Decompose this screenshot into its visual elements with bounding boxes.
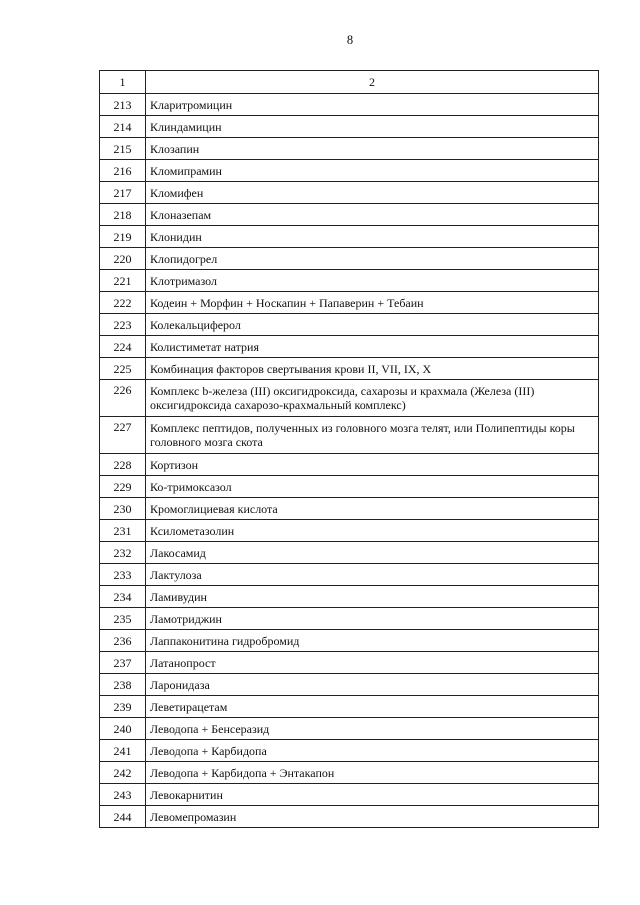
drug-name: Лактулоза	[146, 564, 599, 586]
table-row	[100, 94, 599, 116]
drug-name: Комплекс b-железа (III) оксигидроксида, сахарозы и крахмала (Железа (III) оксигидроксида сахарозо-крахмальный комплекс)	[146, 380, 599, 417]
drug-name: Ксилометазолин	[146, 520, 599, 542]
table-row	[100, 417, 599, 454]
drug-name: Левокарнитин	[146, 784, 599, 806]
row-number: 227	[100, 417, 146, 454]
table-row	[100, 358, 599, 380]
table-row	[100, 762, 599, 784]
drug-name: Комплекс пептидов, полученных из головного мозга телят, или Полипептиды коры головного мозга скота	[146, 417, 599, 454]
drug-name: Клотримазол	[146, 270, 599, 292]
table-row	[100, 674, 599, 696]
row-number: 233	[100, 564, 146, 586]
drug-name: Лакосамид	[146, 542, 599, 564]
row-number: 244	[100, 806, 146, 828]
drug-name: Ко-тримоксазол	[146, 476, 599, 498]
table-row	[100, 182, 599, 204]
row-number: 239	[100, 696, 146, 718]
row-number: 243	[100, 784, 146, 806]
header-col-2: 2	[146, 71, 599, 94]
row-number: 236	[100, 630, 146, 652]
table-body	[100, 71, 599, 828]
drug-name: Ларонидаза	[146, 674, 599, 696]
row-number: 214	[100, 116, 146, 138]
row-number: 217	[100, 182, 146, 204]
row-number: 213	[100, 94, 146, 116]
row-number: 221	[100, 270, 146, 292]
row-number: 219	[100, 226, 146, 248]
table-row	[100, 204, 599, 226]
drug-name: Кортизон	[146, 454, 599, 476]
row-number: 232	[100, 542, 146, 564]
drug-name: Кломифен	[146, 182, 599, 204]
row-number: 222	[100, 292, 146, 314]
drug-name: Клопидогрел	[146, 248, 599, 270]
table-row	[100, 696, 599, 718]
table-header-row	[100, 71, 599, 94]
row-number: 216	[100, 160, 146, 182]
row-number: 215	[100, 138, 146, 160]
drug-name: Колекальциферол	[146, 314, 599, 336]
table-row	[100, 542, 599, 564]
row-number: 240	[100, 718, 146, 740]
drug-name: Кодеин + Морфин + Носкапин + Папаверин + Тебаин	[146, 292, 599, 314]
table-row	[100, 226, 599, 248]
drug-name: Кломипрамин	[146, 160, 599, 182]
drug-name: Ламивудин	[146, 586, 599, 608]
table-row	[100, 292, 599, 314]
drug-name: Кромоглициевая кислота	[146, 498, 599, 520]
row-number: 218	[100, 204, 146, 226]
table-row	[100, 586, 599, 608]
drug-list-table	[99, 70, 599, 828]
table-row	[100, 608, 599, 630]
row-number: 235	[100, 608, 146, 630]
table-row	[100, 564, 599, 586]
drug-name: Леводопа + Карбидопа + Энтакапон	[146, 762, 599, 784]
table-row	[100, 248, 599, 270]
row-number: 229	[100, 476, 146, 498]
drug-name: Ламотриджин	[146, 608, 599, 630]
drug-name: Левомепромазин	[146, 806, 599, 828]
drug-name: Леветирацетам	[146, 696, 599, 718]
table-row	[100, 160, 599, 182]
row-number: 241	[100, 740, 146, 762]
row-number: 224	[100, 336, 146, 358]
row-number: 220	[100, 248, 146, 270]
table-row	[100, 652, 599, 674]
table-row	[100, 718, 599, 740]
drug-name: Клиндамицин	[146, 116, 599, 138]
table-row	[100, 740, 599, 762]
drug-name: Клонидин	[146, 226, 599, 248]
table-row	[100, 314, 599, 336]
table-row	[100, 138, 599, 160]
row-number: 234	[100, 586, 146, 608]
table-row	[100, 454, 599, 476]
table-row	[100, 806, 599, 828]
drug-name: Леводопа + Карбидопа	[146, 740, 599, 762]
row-number: 223	[100, 314, 146, 336]
drug-name: Лаппаконитина гидробромид	[146, 630, 599, 652]
drug-name: Комбинация факторов свертывания крови II, VII, IX, X	[146, 358, 599, 380]
table-row	[100, 336, 599, 358]
row-number: 237	[100, 652, 146, 674]
row-number: 226	[100, 380, 146, 417]
row-number: 230	[100, 498, 146, 520]
drug-name: Латанопрост	[146, 652, 599, 674]
table-row	[100, 630, 599, 652]
table-row	[100, 270, 599, 292]
drug-name: Клозапин	[146, 138, 599, 160]
drug-name: Клоназепам	[146, 204, 599, 226]
table-row	[100, 476, 599, 498]
drug-name: Кларитромицин	[146, 94, 599, 116]
row-number: 225	[100, 358, 146, 380]
table-row	[100, 116, 599, 138]
table-row	[100, 498, 599, 520]
row-number: 238	[100, 674, 146, 696]
row-number: 242	[100, 762, 146, 784]
table-row	[100, 520, 599, 542]
table-row	[100, 784, 599, 806]
row-number: 228	[100, 454, 146, 476]
row-number: 231	[100, 520, 146, 542]
drug-name: Леводопа + Бенсеразид	[146, 718, 599, 740]
table-row	[100, 380, 599, 417]
drug-name: Колистиметат натрия	[146, 336, 599, 358]
page-number: 8	[346, 33, 354, 47]
header-col-1: 1	[100, 71, 146, 94]
